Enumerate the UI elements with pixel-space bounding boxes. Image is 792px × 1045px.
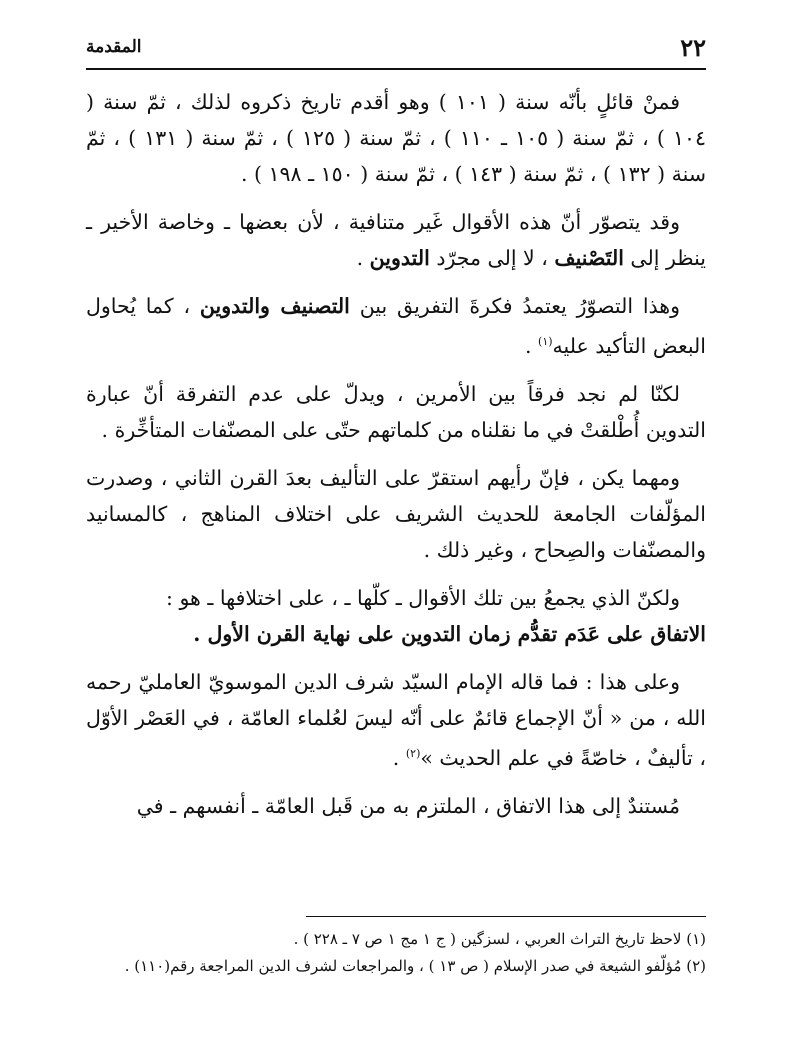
paragraph-2-text: وقد يتصوّر أنّ هذه الأقوال غَير متنافية ، لأن بعضها ـ وخاصة الأخير ـ ينظر إلى (86, 210, 706, 270)
paragraph-3-text: وهذا التصوّرُ يعتمدُ فكرةَ التفريق بين (359, 294, 680, 318)
footnote-ref-2[interactable]: (٢) (405, 747, 421, 760)
paragraph-2-text: ، لا إلى مجرّد (436, 246, 548, 270)
footnote-1: (١) لاحظ تاريخ التراث العربي ، لسزگين ( ج ١ مج ١ ص ٧ ـ ٢٢٨ ) . (293, 930, 706, 948)
paragraph-7 (86, 664, 706, 788)
paragraph-3 (86, 288, 706, 376)
footnote-divider (306, 916, 706, 917)
paragraph-3-end: . (524, 334, 532, 358)
page-header (86, 28, 706, 66)
paragraph-7-end: . (392, 746, 400, 770)
page-number: ٢٢ (680, 32, 706, 62)
emphasis-tadwin: التدوين (369, 246, 430, 270)
paragraph-6 (86, 580, 706, 664)
paragraph-5: ومهما يكن ، فإنّ رأيهم استقرّ على التأليف بعدَ القرن الثاني ، وصدرت المؤلّفات الجامعة للحديث الشريف على اختلاف المناهج ، كالمسانيد والمصنّفات والصِحاح ، وغير ذلك . (86, 466, 706, 562)
paragraph-8: مُستندٌ إلى هذا الاتفاق ، الملتزم به من قَبل العامّة ـ أنفسهم ـ في (136, 794, 680, 818)
emphasis-tasnif-tadwin: التصنيف والتدوين (199, 294, 350, 318)
paragraph-3-text: ، كما يُحاول البعض التأكيد عليه (86, 294, 706, 358)
footnote-2: (٢) مُؤلّفو الشيعة في صدر الإسلام ( ص ١٣ ) ، والمراجعات لشرف الدين المراجعة رقم(١١٠) . (124, 957, 706, 975)
running-title: المقدمة (86, 37, 142, 57)
paragraph-4: لكنّا لم نجد فرقاً بين الأمرين ، ويدلّ على عدم التفرقة أنّ عبارة التدوين أُطْلقتْ في ما نقلناه من كلماتهم حتّى على المصنّفات المتأخِّرة . (86, 382, 706, 442)
emphasis-tasnif: التَصْنيف (554, 246, 624, 270)
paragraph-7-text: وعلى هذا : فما قاله الإمام السيّد شرف الدين الموسويّ العامليّ رحمه الله ، من « أنّ الإجماع قائمٌ على أنّه ليسَ لعُلماء العامّة ، في العَصْر الأوّل ، تأليفٌ ، خاصّةً في علم الحديث » (86, 670, 706, 770)
paragraph-1: فمنْ قائلٍ بأنّه سنة ( ١٠١ ) وهو أقدم تاريخ ذكروه لذلك ، ثمّ سنة ( ١٠٤ ) ، ثمّ سنة ( ١٠٥ ـ ١١٠ ) ، ثمّ سنة ( ١٢٥ ) ، ثمّ سنة ( ١٣١ ) ، ثمّ سنة ( ١٣٢ ) ، ثمّ سنة ( ١٤٣ ) ، ثمّ سنة ( ١٥٠ ـ ١٩٨ ) . (86, 90, 706, 186)
main-text (86, 84, 706, 836)
paragraph-2-end: . (356, 246, 364, 270)
footnotes (86, 926, 706, 980)
header-divider (86, 68, 706, 70)
paragraph-6-text: ولكنّ الذي يجمعُ بين تلك الأقوال ـ كلّها ـ ، على اختلافها ـ هو : (166, 586, 680, 610)
footnote-ref-1[interactable]: (١) (538, 335, 553, 348)
paragraph-6-conclusion: الاتفاق على عَدَم تقدُّم زمان التدوين على نهاية القرن الأول . (193, 622, 706, 646)
paragraph-2 (86, 204, 706, 288)
